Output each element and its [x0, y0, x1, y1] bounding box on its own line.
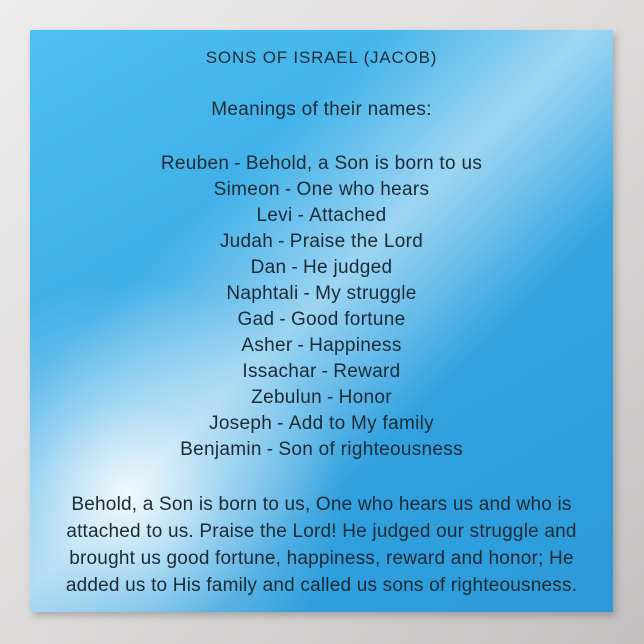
- name-meaning: He judged: [303, 257, 393, 278]
- separator: -: [279, 309, 286, 330]
- son-name: Reuben: [160, 153, 230, 174]
- list-item-dan: [30, 255, 613, 281]
- son-name: Issachar: [242, 361, 317, 382]
- separator: -: [297, 335, 305, 356]
- name-meaning-list: [30, 151, 613, 463]
- separator: -: [234, 153, 241, 174]
- separator: -: [326, 387, 334, 408]
- list-item-issachar: [30, 359, 613, 385]
- son-name: Dan: [250, 257, 287, 278]
- son-name: Zebulun: [251, 387, 322, 408]
- son-name: Benjamin: [180, 439, 262, 460]
- separator: -: [278, 231, 285, 252]
- son-name: Joseph: [209, 413, 273, 434]
- name-meaning: My struggle: [315, 283, 417, 304]
- list-item-joseph: [30, 411, 613, 437]
- name-meaning: Behold, a Son is born to us: [245, 153, 483, 174]
- separator: -: [277, 413, 284, 434]
- son-name: Naphtali: [226, 283, 299, 304]
- poster-title: SONS OF ISRAEL (JACOB): [205, 48, 438, 67]
- name-meaning: Honor: [338, 387, 392, 408]
- list-item-benjamin: [30, 437, 613, 463]
- separator: -: [284, 179, 292, 200]
- summary-paragraph: Behold, a Son is born to us, One who hears us and who is attached to us. Praise the Lord! He judged our struggle and brought us good fortune, happiness, reward and honor; He added us to His family and called us sons of righteousness.: [65, 494, 578, 596]
- name-meaning: Happiness: [309, 335, 402, 356]
- name-meaning: Son of righteousness: [278, 439, 463, 460]
- name-meaning: Reward: [333, 361, 401, 382]
- separator: -: [321, 361, 329, 382]
- son-name: Judah: [219, 231, 274, 252]
- sons-of-israel-poster: [30, 30, 613, 612]
- list-item-gad: [30, 307, 613, 333]
- name-meaning: Praise the Lord: [289, 231, 424, 252]
- name-meaning: Good fortune: [290, 309, 406, 330]
- son-name: Gad: [237, 309, 275, 330]
- son-name: Levi: [256, 205, 293, 226]
- poster-subtitle: Meanings of their names:: [211, 99, 432, 120]
- list-item-naphtali: [30, 281, 613, 307]
- list-item-zebulun: [30, 385, 613, 411]
- son-name: Asher: [241, 335, 293, 356]
- list-item-simeon: [30, 177, 613, 203]
- separator: -: [291, 257, 299, 278]
- separator: -: [297, 205, 305, 226]
- list-item-reuben: [30, 151, 613, 177]
- name-meaning: One who hears: [296, 179, 430, 200]
- name-meaning: Add to My family: [288, 413, 434, 434]
- list-item-levi: [30, 203, 613, 229]
- son-name: Simeon: [213, 179, 280, 200]
- list-item-judah: [30, 229, 613, 255]
- separator: -: [303, 283, 311, 304]
- separator: -: [266, 439, 274, 460]
- name-meaning: Attached: [309, 205, 387, 226]
- list-item-asher: [30, 333, 613, 359]
